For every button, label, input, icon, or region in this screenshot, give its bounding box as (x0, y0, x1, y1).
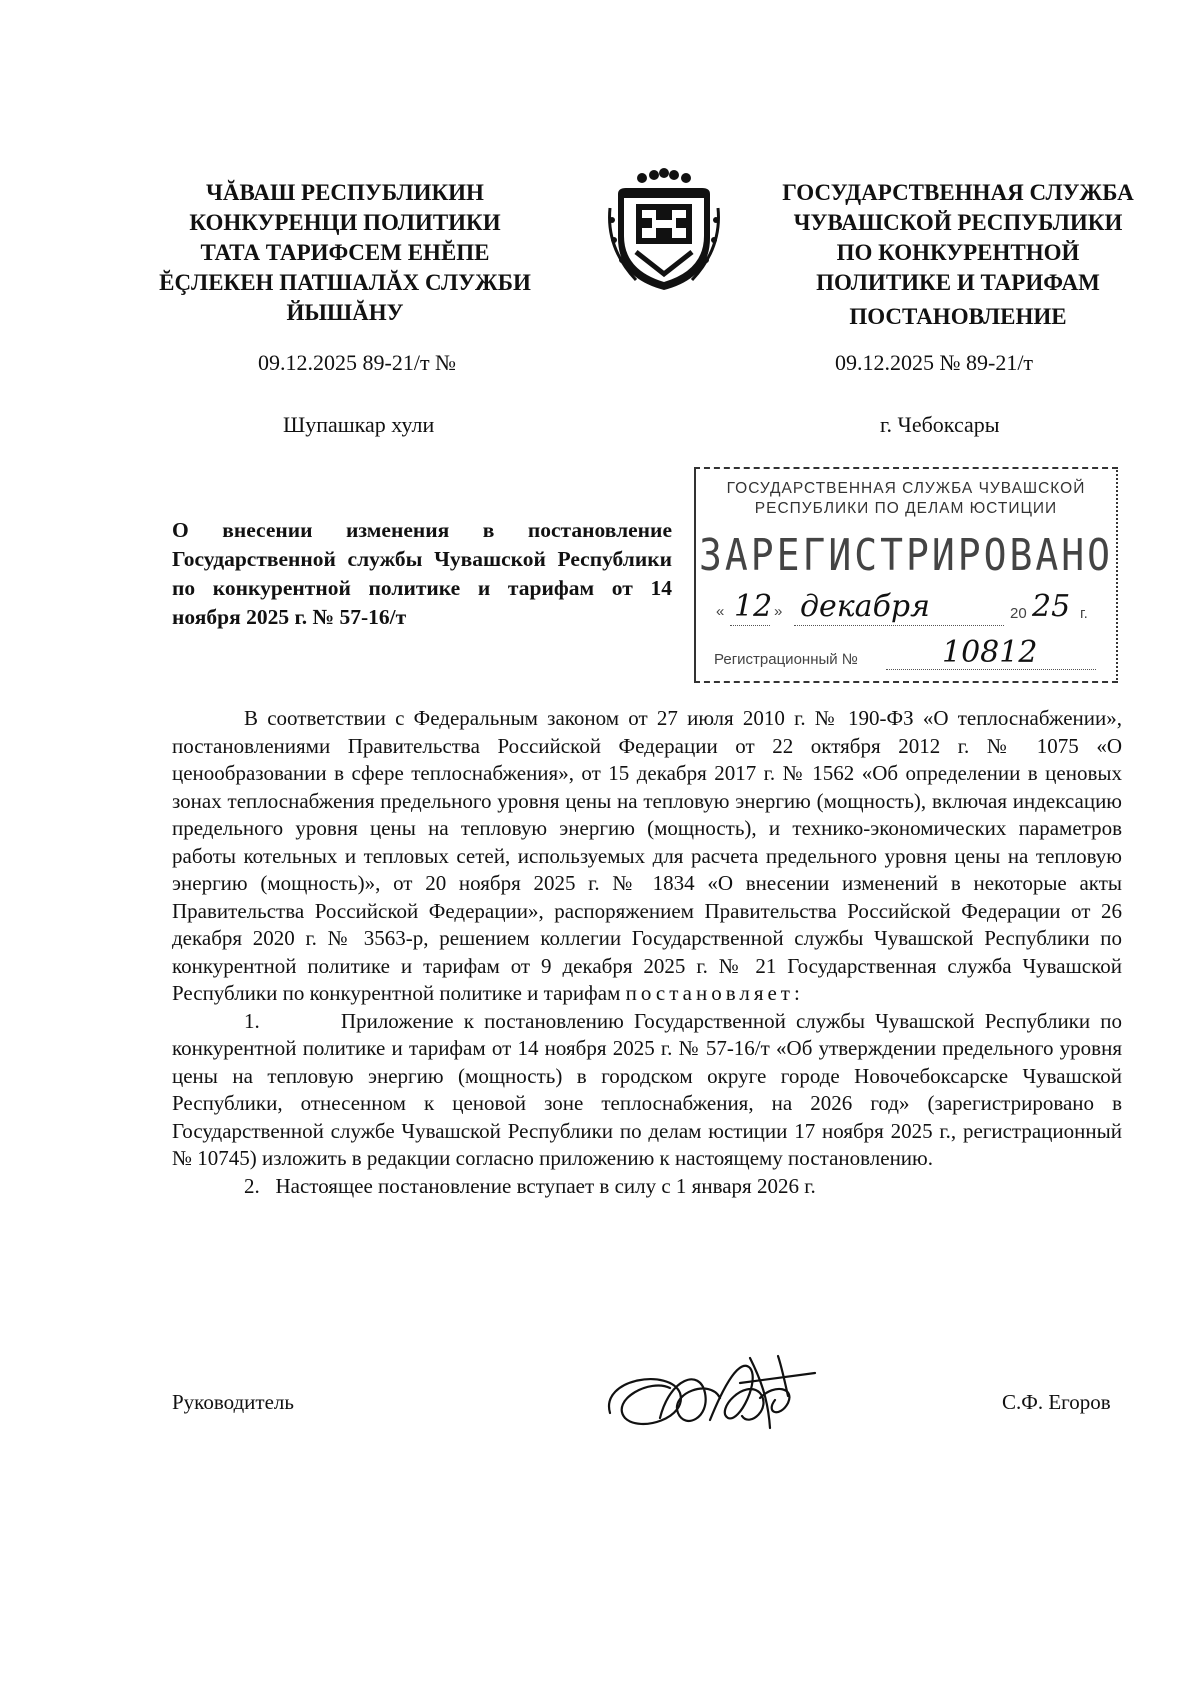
item-number: 1. (244, 1008, 260, 1033)
stamp-reg-number: 10812 (942, 635, 1038, 670)
signatory-position: Руководитель (172, 1390, 294, 1414)
stamp-reg-label: Регистрационный № (714, 651, 858, 668)
stamp-org-line: ГОСУДАРСТВЕННАЯ СЛУЖБА ЧУВАШСКОЙ (726, 480, 1086, 497)
stamp-title: ЗАРЕГИСТРИРОВАНО (698, 529, 1114, 581)
header-left-line: ТАТА ТАРИФСЕМ ЕНĔПЕ (200, 240, 490, 265)
stamp-reg-underline (886, 669, 1096, 670)
header-right-line: ЧУВАШСКОЙ РЕСПУБЛИКИ (793, 210, 1123, 235)
stamp-day-underline (730, 625, 770, 626)
item-text: Приложение к постановлению Государственной службы Чувашской Республики по конкурентной политике и тарифам от 14 ноября 2025 г. № 57-16/т «Об утверждении предельного уровня цены на тепловую энергию (мощность) в городском округе городе Новочебоксарске Чувашской Республики, отнесенном к ценовой зоне теплоснабжения, на 2026 год» (зарегистрировано в Государственной службе Чувашской Республики по делам юстиции 17 ноября 2025 г., регистрационный № 10745) изложить в редакции согласно приложению к настоящему постановлению. (172, 1008, 1123, 1170)
header-left (150, 178, 540, 328)
header-right-line: ГОСУДАРСТВЕННАЯ СЛУЖБА (782, 180, 1134, 205)
body-preamble (172, 705, 1122, 1008)
stamp-year-suffix: 25 (1032, 589, 1071, 624)
stamp-date-row (710, 589, 1110, 629)
item-number: 2. (244, 1173, 260, 1198)
resolves-word: постановляет: (625, 981, 804, 1005)
header-left-city: Шупашкар хули (283, 412, 435, 437)
header-left-line: ЙЫШĂНУ (286, 300, 404, 325)
header-left-line: ЧĂВАШ РЕСПУБЛИКИН (206, 180, 484, 205)
header-right-line: ПОЛИТИКЕ И ТАРИФАМ (816, 270, 1100, 295)
stamp-quote-open: « (716, 603, 725, 620)
stamp-reg-row (714, 635, 1104, 675)
stamp-org-line: РЕСПУБЛИКИ ПО ДЕЛАМ ЮСТИЦИИ (754, 500, 1058, 517)
body-item (172, 1173, 1122, 1201)
document-body (172, 705, 1122, 1200)
stamp-month-underline (794, 625, 1004, 626)
registration-stamp (694, 467, 1118, 683)
header-right-date-number: 09.12.2025 № 89-21/т (835, 350, 1034, 375)
document-subject: О внесении изменения в постановление Государственной службы Чувашской Республики по конкурентной политике и тарифам от 14 ноября 2025 г. № 57-16/т (172, 518, 672, 629)
header-right-line: ПО КОНКУРЕНТНОЙ (836, 240, 1080, 265)
stamp-quote-close: » (774, 603, 783, 620)
header-right (748, 178, 1168, 332)
item-text: Настоящее постановление вступает в силу с 1 января 2026 г. (275, 1173, 816, 1198)
header-left-date-number: 09.12.2025 89-21/т № (258, 350, 457, 375)
stamp-date-day: 12 (734, 589, 773, 624)
handwritten-signature-icon (600, 1338, 830, 1453)
stamp-year-prefix: 20 (1010, 605, 1027, 622)
stamp-year-unit: г. (1080, 605, 1088, 622)
preamble-text: В соответствии с Федеральным законом от 27 июля 2010 г. № 190-ФЗ «О теплоснабжении», постановлениями Правительства Российской Федерации от 22 октября 2012 г. № 1075 «О ценообразовании в сфере теплоснабжения», от 15 декабря 2017 г. № 1562 «Об определении в ценовых зонах теплоснабжения предельного уровня цены на тепловую энергию (мощность), включая индексацию предельного уровня цены на тепловую энергию (мощность), и технико-экономических параметров работы котельных и тепловых сетей, используемых для расчета предельного уровня цены на тепловую энергию (мощность)», от 20 ноября 2025 г. № 1834 «О внесении изменений в некоторые акты Правительства Российской Федерации», распоряжением Правительства Российской Федерации от 26 декабря 2020 г. № 3563-р, решением коллегии Государственной службы Чувашской Республики по конкурентной политике и тарифам от 9 декабря 2025 г. № 21 Государственная служба Чувашской Республики по конкурентной политике и тарифам (172, 706, 1122, 1005)
chuvash-coat-of-arms-icon (606, 168, 722, 297)
stamp-org (696, 479, 1116, 519)
signatory-name: С.Ф. Егоров (1002, 1390, 1111, 1414)
header-left-line: КОНКУРЕНЦИ ПОЛИТИКИ (189, 210, 501, 235)
stamp-date-month: декабря (800, 589, 930, 624)
body-item (172, 1008, 1122, 1173)
document-type: ПОСТАНОВЛЕНИЕ (849, 304, 1067, 329)
header-left-line: ĔÇЛЕКЕН ПАТШАЛĂХ СЛУЖБИ (159, 270, 531, 295)
header-right-city: г. Чебоксары (880, 412, 1000, 437)
